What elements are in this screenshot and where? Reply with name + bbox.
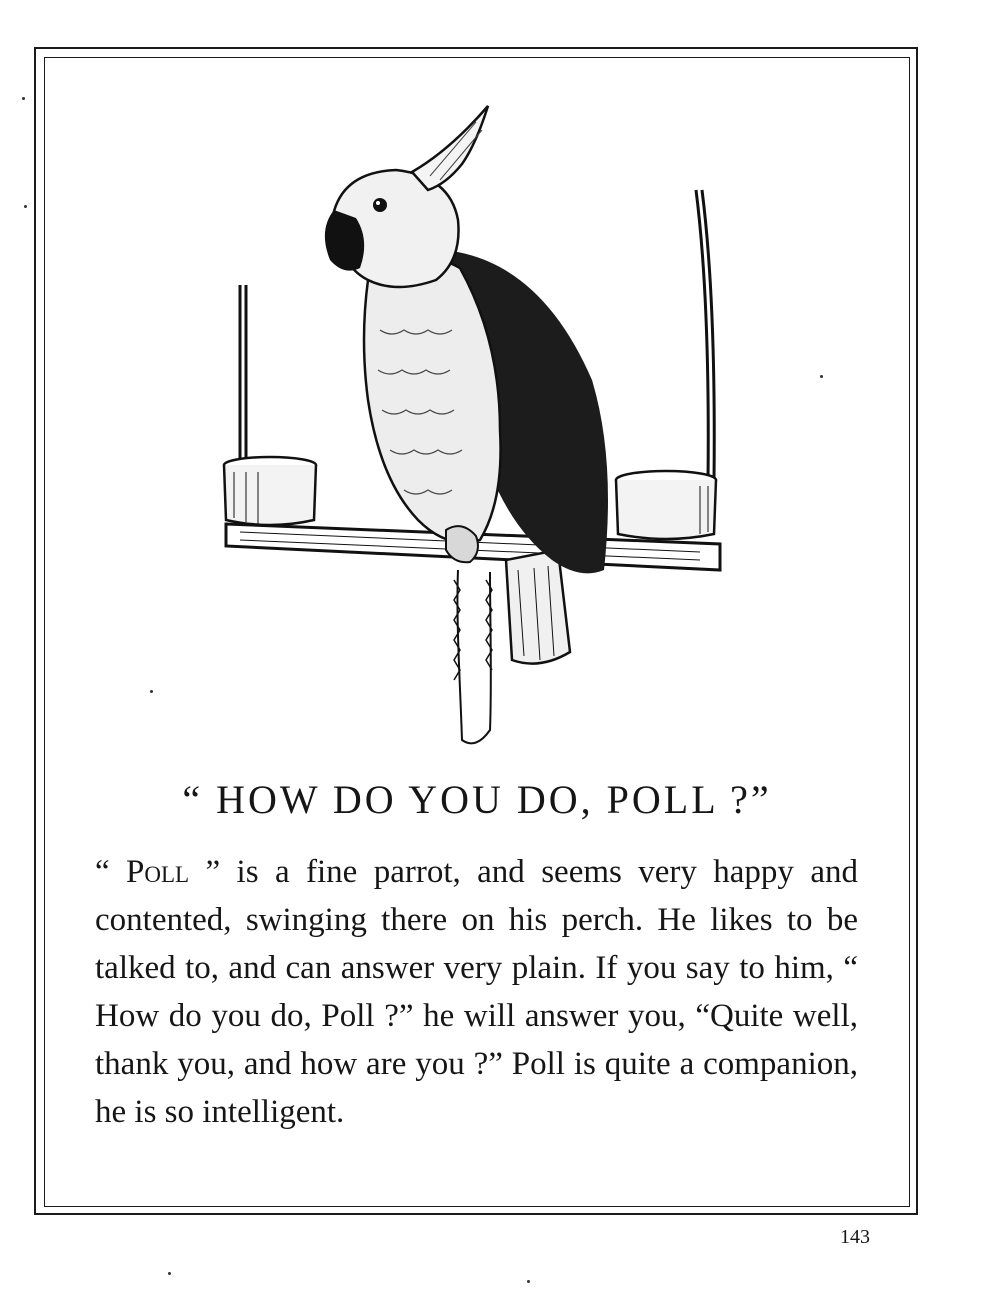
perch-chain bbox=[454, 570, 492, 743]
story-paragraph bbox=[95, 848, 858, 1136]
parrot-tail bbox=[506, 550, 570, 664]
print-speck bbox=[820, 375, 823, 378]
print-speck bbox=[22, 97, 25, 100]
parrot-eye bbox=[373, 198, 387, 212]
print-speck bbox=[168, 1272, 171, 1275]
story-heading: “ HOW DO YOU DO, POLL ?” bbox=[182, 777, 772, 822]
parrot-illustration bbox=[200, 100, 760, 760]
parrot-crest bbox=[412, 106, 488, 190]
story-body-rest: ” is a fine parrot, and seems very happy and contented, swinging there on his perch. He likes to be talked to, and can answer very plain. If you say to him, “ How do you do, Poll ?” he will answer you, “Quite well, thank you, and how are you ?” Poll is quite a companion, he is so intelligent. bbox=[95, 854, 858, 1130]
print-speck bbox=[24, 205, 27, 208]
print-speck bbox=[150, 690, 153, 693]
story-open-quote: “ bbox=[95, 854, 127, 890]
left-seed-cup bbox=[224, 457, 316, 525]
right-seed-cup bbox=[616, 471, 716, 539]
page-number: 143 bbox=[840, 1226, 870, 1248]
story-name-smallcaps: Poll bbox=[126, 854, 190, 890]
print-speck bbox=[527, 1280, 530, 1283]
